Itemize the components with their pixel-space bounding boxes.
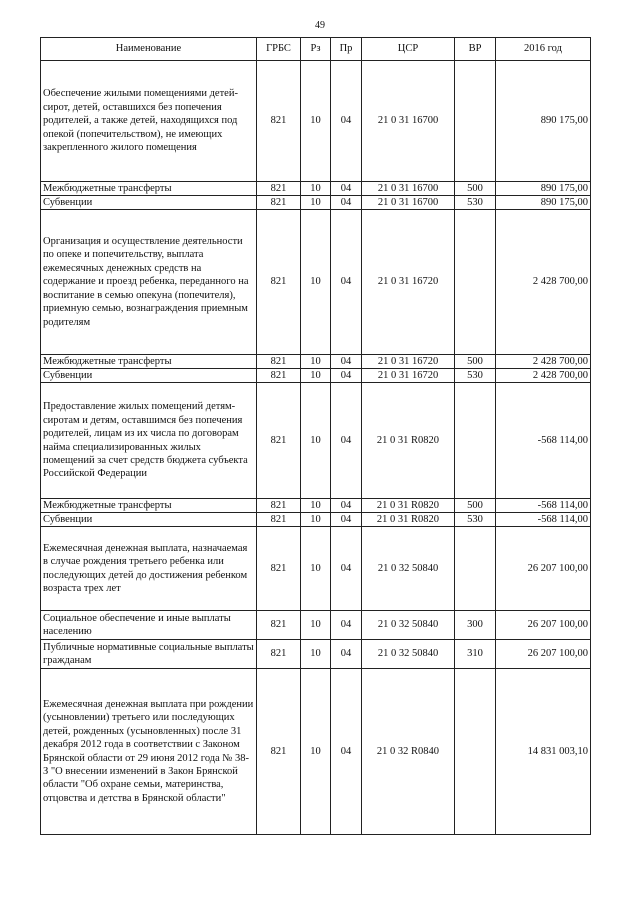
row-name: Субвенции xyxy=(41,196,257,210)
row-csr: 21 0 31 16700 xyxy=(362,196,455,210)
budget-table xyxy=(40,37,591,835)
table-row xyxy=(41,513,591,527)
table-row xyxy=(41,369,591,383)
row-sum: -568 114,00 xyxy=(496,383,591,499)
row-grbs: 821 xyxy=(257,383,301,499)
table-row xyxy=(41,355,591,369)
row-pr: 04 xyxy=(331,513,362,527)
header-vr: ВР xyxy=(455,38,496,61)
row-name: Межбюджетные трансферты xyxy=(41,355,257,369)
row-rz: 10 xyxy=(301,383,331,499)
table-row xyxy=(41,527,591,611)
row-grbs: 821 xyxy=(257,669,301,835)
row-sum: 26 207 100,00 xyxy=(496,527,591,611)
row-csr: 21 0 31 R0820 xyxy=(362,499,455,513)
row-rz: 10 xyxy=(301,210,331,355)
row-rz: 10 xyxy=(301,355,331,369)
row-name: Ежемесячная денежная выплата, назначаемая в случае рождения третьего ребенка или последующих детей до достижения ребенком возраста трех лет xyxy=(41,527,257,611)
row-grbs: 821 xyxy=(257,640,301,669)
row-grbs: 821 xyxy=(257,210,301,355)
row-pr: 04 xyxy=(331,355,362,369)
row-vr xyxy=(455,383,496,499)
row-sum: 2 428 700,00 xyxy=(496,369,591,383)
row-name: Обеспечение жилыми помещениями детей-сирот, детей, оставшихся без попечения родителей, а также детей, находящихся под опекой (попечительством), не имеющих закрепленного жилого помещения xyxy=(41,61,257,182)
row-pr: 04 xyxy=(331,182,362,196)
row-rz: 10 xyxy=(301,196,331,210)
row-rz: 10 xyxy=(301,527,331,611)
row-pr: 04 xyxy=(331,611,362,640)
row-pr: 04 xyxy=(331,210,362,355)
row-vr: 500 xyxy=(455,355,496,369)
header-year: 2016 год xyxy=(496,38,591,61)
row-sum: -568 114,00 xyxy=(496,499,591,513)
row-pr: 04 xyxy=(331,196,362,210)
row-csr: 21 0 31 16720 xyxy=(362,355,455,369)
row-sum: 890 175,00 xyxy=(496,196,591,210)
row-vr xyxy=(455,527,496,611)
row-grbs: 821 xyxy=(257,369,301,383)
row-csr: 21 0 31 16720 xyxy=(362,369,455,383)
row-rz: 10 xyxy=(301,611,331,640)
row-grbs: 821 xyxy=(257,182,301,196)
table-row xyxy=(41,669,591,835)
row-sum: 14 831 003,10 xyxy=(496,669,591,835)
row-rz: 10 xyxy=(301,182,331,196)
row-pr: 04 xyxy=(331,669,362,835)
row-sum: 26 207 100,00 xyxy=(496,611,591,640)
row-csr: 21 0 32 R0840 xyxy=(362,669,455,835)
page-number: 49 xyxy=(315,20,325,31)
row-vr: 500 xyxy=(455,182,496,196)
row-vr xyxy=(455,669,496,835)
row-grbs: 821 xyxy=(257,196,301,210)
row-vr: 530 xyxy=(455,513,496,527)
row-csr: 21 0 31 16700 xyxy=(362,61,455,182)
row-grbs: 821 xyxy=(257,527,301,611)
row-rz: 10 xyxy=(301,669,331,835)
header-grbs: ГРБС xyxy=(257,38,301,61)
row-csr: 21 0 31 R0820 xyxy=(362,513,455,527)
header-name: Наименование xyxy=(41,38,257,61)
row-name: Предоставление жилых помещений детям-сиротам и детям, оставшимся без попечения родителей, лицам из их числа по договорам найма специализированных жилых помещений за счет средств бюджета субъекта Российской Федерации xyxy=(41,383,257,499)
row-grbs: 821 xyxy=(257,499,301,513)
row-vr xyxy=(455,61,496,182)
row-name: Субвенции xyxy=(41,513,257,527)
header-pr: Пр xyxy=(331,38,362,61)
row-vr: 500 xyxy=(455,499,496,513)
table-row xyxy=(41,611,591,640)
row-pr: 04 xyxy=(331,640,362,669)
row-csr: 21 0 32 50840 xyxy=(362,640,455,669)
row-pr: 04 xyxy=(331,499,362,513)
row-sum: 2 428 700,00 xyxy=(496,355,591,369)
table-row xyxy=(41,196,591,210)
row-vr: 530 xyxy=(455,196,496,210)
row-name: Межбюджетные трансферты xyxy=(41,182,257,196)
row-vr: 300 xyxy=(455,611,496,640)
row-name: Межбюджетные трансферты xyxy=(41,499,257,513)
row-csr: 21 0 32 50840 xyxy=(362,611,455,640)
row-sum: 2 428 700,00 xyxy=(496,210,591,355)
table-row xyxy=(41,383,591,499)
row-csr: 21 0 32 50840 xyxy=(362,527,455,611)
row-csr: 21 0 31 16720 xyxy=(362,210,455,355)
row-pr: 04 xyxy=(331,369,362,383)
header-csr: ЦСР xyxy=(362,38,455,61)
row-sum: 890 175,00 xyxy=(496,61,591,182)
table-header-row xyxy=(41,38,591,61)
table-row xyxy=(41,210,591,355)
row-grbs: 821 xyxy=(257,611,301,640)
table-row xyxy=(41,61,591,182)
row-csr: 21 0 31 16700 xyxy=(362,182,455,196)
row-csr: 21 0 31 R0820 xyxy=(362,383,455,499)
table-row xyxy=(41,640,591,669)
row-name: Организация и осуществление деятельности по опеке и попечительству, выплата ежемесячных денежных средств на содержание и проезд ребенка, переданного на воспитание в семью опекуна (попечителя), приемную семью, вознаграждения приемным родителям xyxy=(41,210,257,355)
row-name: Публичные нормативные социальные выплаты гражданам xyxy=(41,640,257,669)
row-sum: 890 175,00 xyxy=(496,182,591,196)
row-rz: 10 xyxy=(301,499,331,513)
row-pr: 04 xyxy=(331,383,362,499)
table-row xyxy=(41,499,591,513)
row-name: Социальное обеспечение и иные выплаты населению xyxy=(41,611,257,640)
row-rz: 10 xyxy=(301,61,331,182)
row-name: Ежемесячная денежная выплата при рождении (усыновлении) третьего или последующих детей, рожденных (усыновленных) после 31 декабря 2012 года в соответствии с Законом Брянской области от 29 июня 2012 года № 38-З "О внесении изменений в Закон Брянской области "Об охране семьи, материнства, отцовства и детства в Брянской области" xyxy=(41,669,257,835)
row-grbs: 821 xyxy=(257,513,301,527)
row-sum: -568 114,00 xyxy=(496,513,591,527)
row-grbs: 821 xyxy=(257,61,301,182)
row-vr: 310 xyxy=(455,640,496,669)
table-row xyxy=(41,182,591,196)
row-pr: 04 xyxy=(331,527,362,611)
row-rz: 10 xyxy=(301,513,331,527)
row-pr: 04 xyxy=(331,61,362,182)
row-sum: 26 207 100,00 xyxy=(496,640,591,669)
header-rz: Рз xyxy=(301,38,331,61)
row-rz: 10 xyxy=(301,369,331,383)
row-rz: 10 xyxy=(301,640,331,669)
row-grbs: 821 xyxy=(257,355,301,369)
row-vr: 530 xyxy=(455,369,496,383)
row-vr xyxy=(455,210,496,355)
row-name: Субвенции xyxy=(41,369,257,383)
